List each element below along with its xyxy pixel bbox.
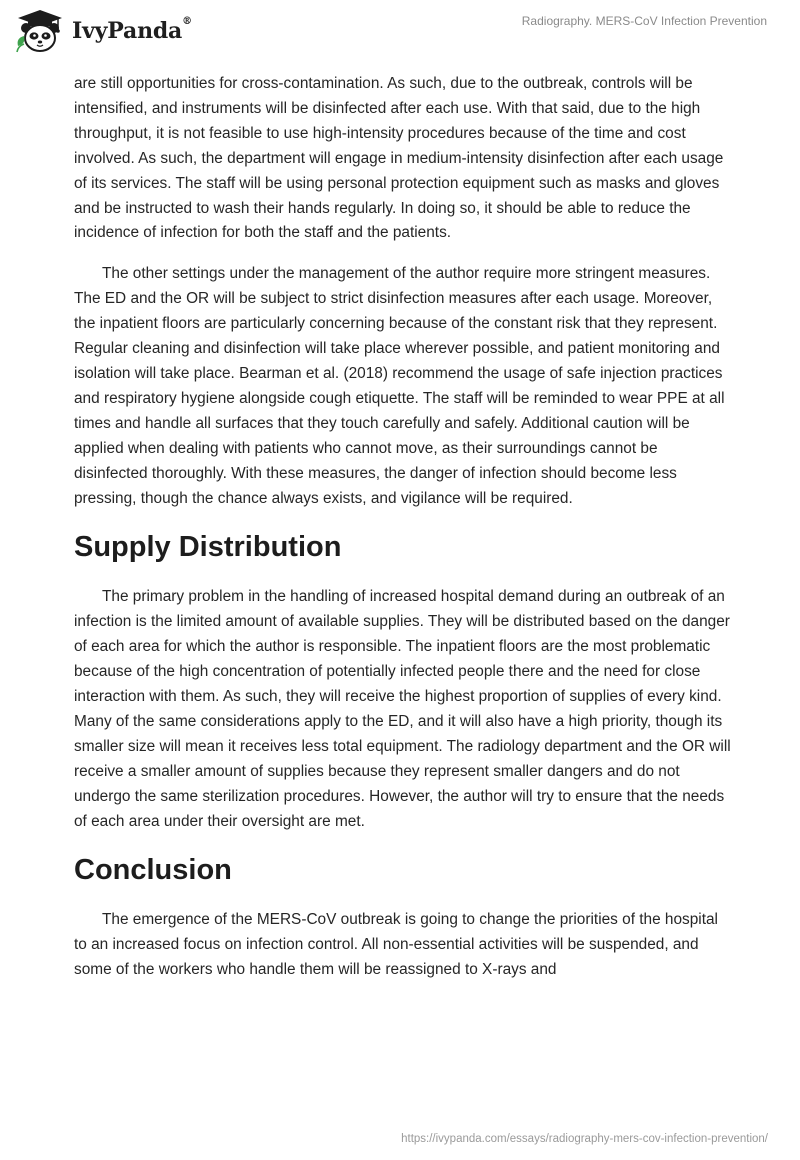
brand-text: IvyPanda xyxy=(72,18,183,44)
document-title: Radiography. MERS-CoV Infection Prevention xyxy=(521,14,767,28)
panda-graduate-icon xyxy=(14,8,66,54)
page-header xyxy=(0,0,800,70)
paragraph-conclusion: The emergence of the MERS-CoV outbreak is going to change the priorities of the hospital to an increased focus on infection control. All non-essential activities will be suspended, and some of the workers who handle them will be reassigned to X-rays and xyxy=(74,911,718,979)
registered-mark: ® xyxy=(182,16,192,27)
heading-conclusion: Conclusion xyxy=(74,854,232,887)
ivypanda-logo[interactable] xyxy=(14,8,192,54)
paragraph-supply-distribution: The primary problem in the handling of increased hospital demand during an outbreak of an infection is the limited amount of available supplies. They will be distributed based on the danger of each area for which the author is responsible. The inpatient floors are the most problematic because of the high concentration of potentially infected people there and the need for close interaction with them. As such, they will receive the highest proportion of supplies of every kind. Many of the same considerations apply to the ED, and it will also have a high priority, though its smaller size will mean it receives less total equipment. The radiology department and the OR will receive a smaller amount of supplies because they represent smaller dangers and do not undergo the same sterilization procedures. However, the author will try to ensure that the needs of each area under their oversight are met. xyxy=(74,588,731,830)
source-url[interactable]: https://ivypanda.com/essays/radiography-mers-cov-infection-prevention/ xyxy=(401,1133,768,1145)
paragraph-disinfection-radiology: are still opportunities for cross-contamination. As such, due to the outbreak, controls will be intensified, and instruments will be disinfected after each use. With that said, due to the high throughput, it is not feasible to use high-intensity procedures because of the time and cost involved. As such, the department will engage in medium-intensity disinfection after each usage of its services. The staff will be using personal protection equipment such as masks and gloves and be instructed to wash their hands regularly. In doing so, it should be able to reduce the incidence of infection for both the staff and the patients. xyxy=(74,75,724,242)
essay-body xyxy=(74,72,734,999)
brand-name xyxy=(72,18,192,44)
heading-supply-distribution: Supply Distribution xyxy=(74,531,342,564)
paragraph-other-settings: The other settings under the management of the author require more stringent measures. The ED and the OR will be subject to strict disinfection measures after each usage. Moreover, the inpatient floors are particularly concerning because of the constant risk that they represent. Regular cleaning and disinfection will take place wherever possible, and patient monitoring and isolation will take place. Bearman et al. (2018) recommend the usage of safe injection practices and respiratory hygiene alongside cough etiquette. The staff will be reminded to wear PPE at all times and handle all surfaces that they touch carefully and safely. Additional caution will be applied when dealing with patients who cannot move, as their surroundings cannot be disinfected thoroughly. With these measures, the danger of infection should become less pressing, though the chance always exists, and vigilance will be required. xyxy=(74,265,725,507)
